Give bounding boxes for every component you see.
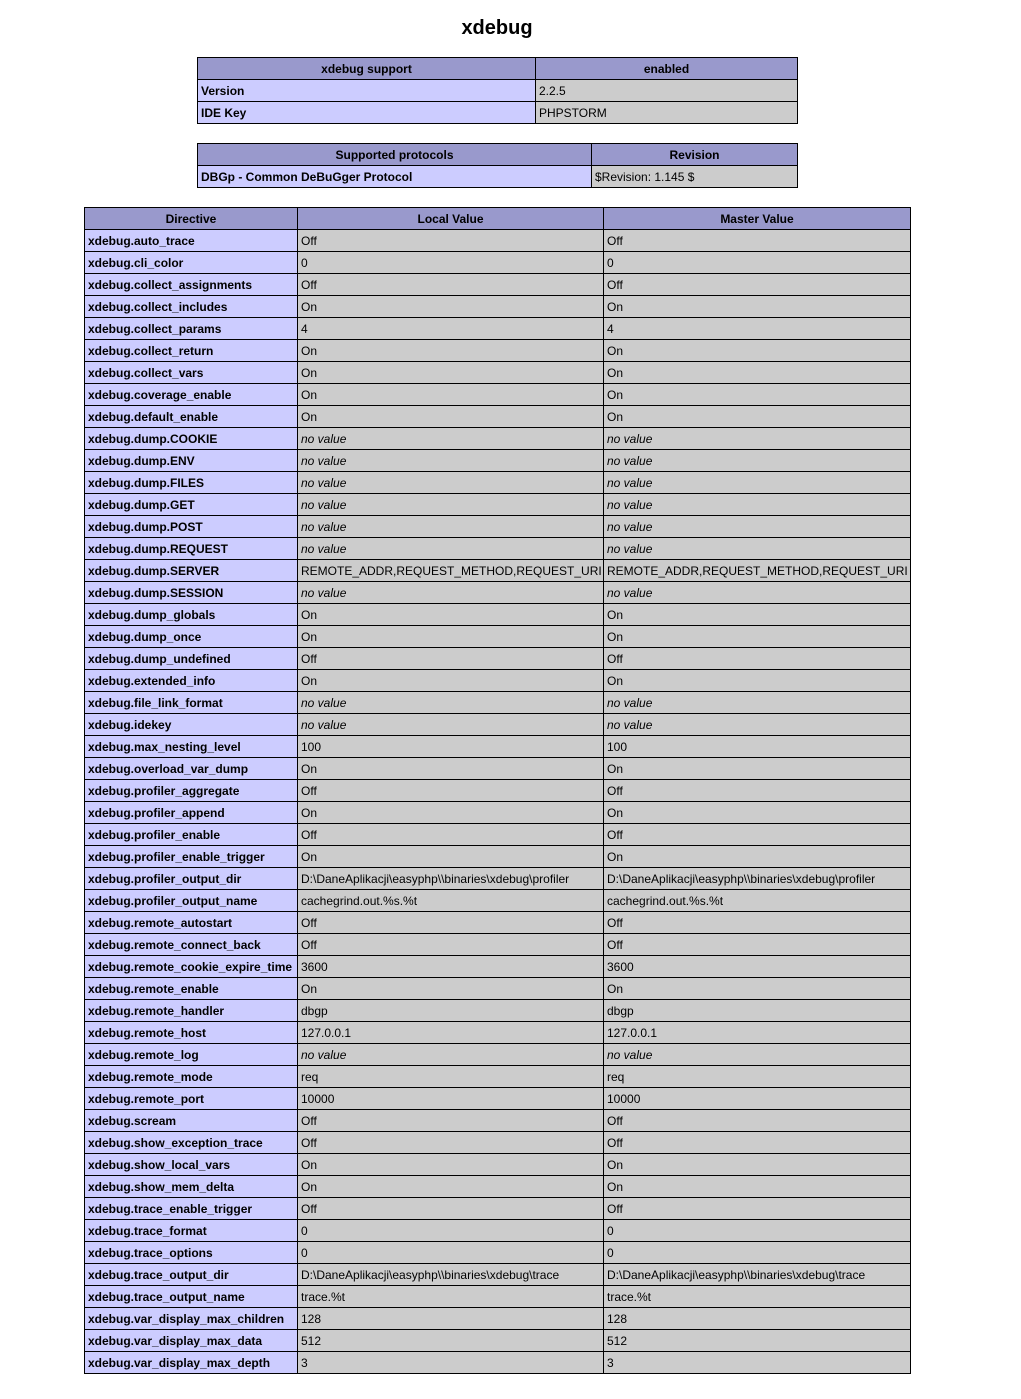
local-value: cachegrind.out.%s.%t (298, 890, 604, 912)
master-value: req (604, 1066, 911, 1088)
table-row (85, 538, 911, 560)
local-value: dbgp (298, 1000, 604, 1022)
local-value: On (298, 670, 604, 692)
header-cell-protocols: Supported protocols (198, 144, 592, 166)
directive-name: xdebug.var_display_max_children (85, 1308, 298, 1330)
table-row (85, 670, 911, 692)
master-value (604, 714, 911, 736)
table-row (85, 340, 911, 362)
master-value: On (604, 802, 911, 824)
table-row (85, 406, 911, 428)
directive-name: xdebug.dump.REQUEST (85, 538, 298, 560)
master-value: On (604, 758, 911, 780)
table-row (85, 450, 911, 472)
directive-name: xdebug.dump.FILES (85, 472, 298, 494)
directive-name: xdebug.remote_connect_back (85, 934, 298, 956)
directive-name: xdebug.collect_params (85, 318, 298, 340)
directive-name: xdebug.dump_undefined (85, 648, 298, 670)
row-label: DBGp - Common DeBuGger Protocol (198, 166, 592, 188)
directive-name: xdebug.dump.ENV (85, 450, 298, 472)
table-row (198, 80, 798, 102)
directive-name: xdebug.collect_assignments (85, 274, 298, 296)
master-value: On (604, 978, 911, 1000)
table-row (85, 912, 911, 934)
local-value: Off (298, 648, 604, 670)
table-row (85, 868, 911, 890)
local-value (298, 714, 604, 736)
table-row (85, 802, 911, 824)
directive-name: xdebug.remote_enable (85, 978, 298, 1000)
local-value (298, 692, 604, 714)
master-value: trace.%t (604, 1286, 911, 1308)
master-value: 0 (604, 252, 911, 274)
directive-name: xdebug.trace_options (85, 1242, 298, 1264)
no-value-text: no value (301, 541, 347, 556)
table-row (85, 692, 911, 714)
table-row (85, 1110, 911, 1132)
row-label: IDE Key (198, 102, 536, 124)
local-value: D:\DaneAplikacji\easyphp\\binaries\xdebug\trace (298, 1264, 604, 1286)
table-row (85, 1264, 911, 1286)
master-value: On (604, 406, 911, 428)
local-value (298, 538, 604, 560)
row-value: $Revision: 1.145 $ (592, 166, 798, 188)
local-value: 127.0.0.1 (298, 1022, 604, 1044)
table-row (85, 384, 911, 406)
directive-name: xdebug.default_enable (85, 406, 298, 428)
local-value: 4 (298, 318, 604, 340)
directive-name: xdebug.profiler_output_dir (85, 868, 298, 890)
table-row (85, 890, 911, 912)
table-row (85, 736, 911, 758)
table-row (85, 978, 911, 1000)
directive-name: xdebug.scream (85, 1110, 298, 1132)
master-value: Off (604, 274, 911, 296)
master-value (604, 516, 911, 538)
directive-name: xdebug.profiler_aggregate (85, 780, 298, 802)
local-value: 3600 (298, 956, 604, 978)
local-value: On (298, 362, 604, 384)
table-header-row (85, 208, 911, 230)
master-value: 128 (604, 1308, 911, 1330)
directive-name: xdebug.remote_log (85, 1044, 298, 1066)
table-row (198, 102, 798, 124)
directive-name: xdebug.collect_return (85, 340, 298, 362)
table-row (85, 1066, 911, 1088)
no-value-text: no value (607, 519, 653, 534)
table-row (85, 1044, 911, 1066)
table-row (85, 956, 911, 978)
no-value-text: no value (301, 453, 347, 468)
master-value: 0 (604, 1242, 911, 1264)
local-value: 128 (298, 1308, 604, 1330)
master-value: On (604, 626, 911, 648)
master-value: dbgp (604, 1000, 911, 1022)
master-value: Off (604, 934, 911, 956)
master-value (604, 692, 911, 714)
directive-name: xdebug.dump.COOKIE (85, 428, 298, 450)
local-value: On (298, 340, 604, 362)
master-value: 10000 (604, 1088, 911, 1110)
no-value-text: no value (301, 585, 347, 600)
table-row (198, 166, 798, 188)
master-value: Off (604, 648, 911, 670)
master-value: 3600 (604, 956, 911, 978)
directive-name: xdebug.coverage_enable (85, 384, 298, 406)
row-value: PHPSTORM (536, 102, 798, 124)
local-value: On (298, 1154, 604, 1176)
directive-name: xdebug.remote_port (85, 1088, 298, 1110)
local-value: 3 (298, 1352, 604, 1374)
local-value: 10000 (298, 1088, 604, 1110)
local-value: On (298, 846, 604, 868)
local-value: Off (298, 1198, 604, 1220)
local-value: 512 (298, 1330, 604, 1352)
table-row (85, 1330, 911, 1352)
directive-name: xdebug.trace_format (85, 1220, 298, 1242)
directive-name: xdebug.profiler_enable (85, 824, 298, 846)
table-row (85, 494, 911, 516)
local-value (298, 1044, 604, 1066)
table-row (85, 1352, 911, 1374)
master-value: On (604, 604, 911, 626)
no-value-text: no value (607, 541, 653, 556)
table-row (85, 1286, 911, 1308)
master-value (604, 428, 911, 450)
master-value: On (604, 1176, 911, 1198)
local-value: On (298, 758, 604, 780)
local-value: D:\DaneAplikacji\easyphp\\binaries\xdebug\profiler (298, 868, 604, 890)
local-value: On (298, 802, 604, 824)
directive-name: xdebug.file_link_format (85, 692, 298, 714)
directive-name: xdebug.trace_output_name (85, 1286, 298, 1308)
directive-name: xdebug.show_exception_trace (85, 1132, 298, 1154)
directive-name: xdebug.profiler_enable_trigger (85, 846, 298, 868)
table-row (85, 1198, 911, 1220)
header-cell-local-value: Local Value (298, 208, 604, 230)
master-value: 3 (604, 1352, 911, 1374)
master-value (604, 450, 911, 472)
master-value: Off (604, 824, 911, 846)
directive-name: xdebug.overload_var_dump (85, 758, 298, 780)
table-row (85, 1088, 911, 1110)
local-value: On (298, 604, 604, 626)
table-row (85, 780, 911, 802)
local-value: Off (298, 780, 604, 802)
local-value: req (298, 1066, 604, 1088)
local-value: On (298, 626, 604, 648)
local-value: Off (298, 274, 604, 296)
master-value: D:\DaneAplikacji\easyphp\\binaries\xdebug\trace (604, 1264, 911, 1286)
local-value: 100 (298, 736, 604, 758)
no-value-text: no value (607, 585, 653, 600)
local-value: On (298, 296, 604, 318)
local-value: Off (298, 824, 604, 846)
master-value: 127.0.0.1 (604, 1022, 911, 1044)
table-row (85, 1308, 911, 1330)
local-value: On (298, 384, 604, 406)
no-value-text: no value (607, 717, 653, 732)
directive-name: xdebug.remote_autostart (85, 912, 298, 934)
local-value (298, 582, 604, 604)
local-value: Off (298, 1110, 604, 1132)
master-value: Off (604, 912, 911, 934)
table-row (85, 362, 911, 384)
table-row (85, 252, 911, 274)
header-cell-support: xdebug support (198, 58, 536, 80)
local-value: Off (298, 912, 604, 934)
master-value: Off (604, 1110, 911, 1132)
local-value: 0 (298, 252, 604, 274)
xdebug-support-table (197, 57, 798, 124)
master-value: Off (604, 1198, 911, 1220)
local-value: 0 (298, 1220, 604, 1242)
local-value: On (298, 978, 604, 1000)
local-value (298, 450, 604, 472)
no-value-text: no value (301, 519, 347, 534)
table-row (85, 824, 911, 846)
table-row (85, 1000, 911, 1022)
directive-name: xdebug.auto_trace (85, 230, 298, 252)
local-value: On (298, 1176, 604, 1198)
local-value (298, 494, 604, 516)
local-value: Off (298, 1132, 604, 1154)
table-row (85, 1022, 911, 1044)
master-value: 4 (604, 318, 911, 340)
directives-table (84, 207, 911, 1374)
directive-name: xdebug.show_local_vars (85, 1154, 298, 1176)
directive-name: xdebug.dump.GET (85, 494, 298, 516)
directive-name: xdebug.var_display_max_data (85, 1330, 298, 1352)
table-row (85, 274, 911, 296)
table-row (85, 472, 911, 494)
directive-name: xdebug.dump_once (85, 626, 298, 648)
master-value: 100 (604, 736, 911, 758)
supported-protocols-table (197, 143, 798, 188)
local-value: REMOTE_ADDR,REQUEST_METHOD,REQUEST_URI (298, 560, 604, 582)
master-value (604, 1044, 911, 1066)
no-value-text: no value (607, 1047, 653, 1062)
page-title: xdebug (461, 17, 533, 39)
table-row (85, 846, 911, 868)
master-value: Off (604, 1132, 911, 1154)
table-row (85, 604, 911, 626)
header-cell-revision: Revision (592, 144, 798, 166)
table-row (85, 714, 911, 736)
row-value: 2.2.5 (536, 80, 798, 102)
local-value (298, 428, 604, 450)
table-row (85, 560, 911, 582)
table-row (85, 626, 911, 648)
local-value: 0 (298, 1242, 604, 1264)
table-row (85, 1242, 911, 1264)
master-value: On (604, 1154, 911, 1176)
table-row (85, 516, 911, 538)
directive-name: xdebug.trace_enable_trigger (85, 1198, 298, 1220)
master-value: On (604, 670, 911, 692)
directive-name: xdebug.profiler_append (85, 802, 298, 824)
header-cell-master-value: Master Value (604, 208, 911, 230)
directive-name: xdebug.profiler_output_name (85, 890, 298, 912)
no-value-text: no value (301, 475, 347, 490)
directive-name: xdebug.collect_includes (85, 296, 298, 318)
master-value: cachegrind.out.%s.%t (604, 890, 911, 912)
master-value: D:\DaneAplikacji\easyphp\\binaries\xdebug\profiler (604, 868, 911, 890)
header-cell-enabled: enabled (536, 58, 798, 80)
directive-name: xdebug.max_nesting_level (85, 736, 298, 758)
no-value-text: no value (301, 497, 347, 512)
directive-name: xdebug.collect_vars (85, 362, 298, 384)
master-value: 512 (604, 1330, 911, 1352)
table-row (85, 1154, 911, 1176)
no-value-text: no value (607, 497, 653, 512)
master-value: Off (604, 780, 911, 802)
directive-name: xdebug.idekey (85, 714, 298, 736)
master-value (604, 582, 911, 604)
table-row (85, 296, 911, 318)
master-value (604, 472, 911, 494)
table-row (85, 1220, 911, 1242)
table-row (85, 934, 911, 956)
table-row (85, 230, 911, 252)
table-row (85, 582, 911, 604)
no-value-text: no value (607, 453, 653, 468)
master-value: Off (604, 230, 911, 252)
master-value: On (604, 362, 911, 384)
master-value (604, 538, 911, 560)
local-value: trace.%t (298, 1286, 604, 1308)
master-value: REMOTE_ADDR,REQUEST_METHOD,REQUEST_URI (604, 560, 911, 582)
table-row (85, 1176, 911, 1198)
no-value-text: no value (301, 431, 347, 446)
header-cell-directive: Directive (85, 208, 298, 230)
directive-name: xdebug.cli_color (85, 252, 298, 274)
directive-name: xdebug.remote_cookie_expire_time (85, 956, 298, 978)
directive-name: xdebug.dump.SESSION (85, 582, 298, 604)
local-value (298, 516, 604, 538)
master-value: 0 (604, 1220, 911, 1242)
directive-name: xdebug.remote_host (85, 1022, 298, 1044)
local-value (298, 472, 604, 494)
table-header-row (198, 58, 798, 80)
directive-name: xdebug.trace_output_dir (85, 1264, 298, 1286)
directive-name: xdebug.dump_globals (85, 604, 298, 626)
table-row (85, 758, 911, 780)
no-value-text: no value (301, 695, 347, 710)
local-value: On (298, 406, 604, 428)
no-value-text: no value (607, 695, 653, 710)
directive-name: xdebug.remote_handler (85, 1000, 298, 1022)
local-value: Off (298, 230, 604, 252)
no-value-text: no value (607, 431, 653, 446)
master-value (604, 494, 911, 516)
no-value-text: no value (301, 1047, 347, 1062)
master-value: On (604, 846, 911, 868)
no-value-text: no value (607, 475, 653, 490)
no-value-text: no value (301, 717, 347, 732)
row-label: Version (198, 80, 536, 102)
table-row (85, 318, 911, 340)
directive-name: xdebug.dump.POST (85, 516, 298, 538)
local-value: Off (298, 934, 604, 956)
directive-name: xdebug.extended_info (85, 670, 298, 692)
master-value: On (604, 384, 911, 406)
table-header-row (198, 144, 798, 166)
table-row (85, 428, 911, 450)
table-row (85, 648, 911, 670)
directive-name: xdebug.dump.SERVER (85, 560, 298, 582)
directive-name: xdebug.remote_mode (85, 1066, 298, 1088)
directive-name: xdebug.show_mem_delta (85, 1176, 298, 1198)
table-row (85, 1132, 911, 1154)
master-value: On (604, 296, 911, 318)
master-value: On (604, 340, 911, 362)
directive-name: xdebug.var_display_max_depth (85, 1352, 298, 1374)
